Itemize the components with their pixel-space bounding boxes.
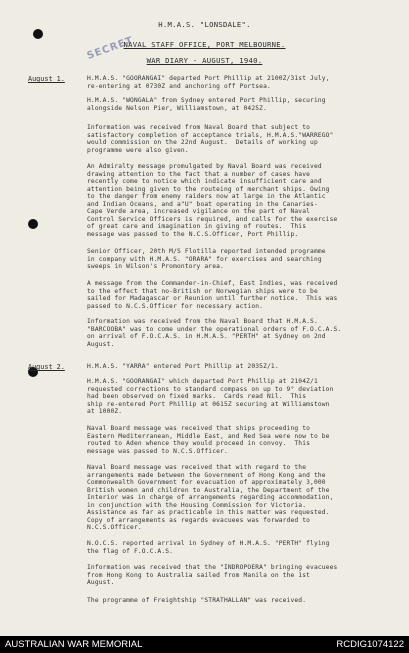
- footer-id: RCDIG1074122: [336, 639, 404, 650]
- entry-date: August 1.: [28, 75, 65, 83]
- office-heading: NAVAL STAFF OFFICE, PORT MELBOURNE.: [123, 40, 286, 49]
- diary-paragraph: Naval Board message was received that ships proceeding to Eastern Mediterranean, Middle East, and Red Sea were now to be routed to Aden whence they would proceed in convoy. This message was passed to N.C.S.Officer.: [87, 425, 330, 455]
- diary-paragraph: Information was received from the Naval Board that H.M.A.S. "BARCOOBA" was to come under the operational orders of F.O.C.A.S. on arrival of F.O.C.A.S. in H.M.A.S. "PERTH" at Sydney on 2nd August.: [87, 318, 342, 348]
- diary-paragraph: H.M.A.S. "GOORANGAI" departed Port Phillip at 2100Z/31st July, re-entering at 0730Z and anchoring off Portsea.: [87, 75, 330, 90]
- ship-heading: H.M.A.S. "LONSDALE".: [158, 20, 251, 29]
- diary-paragraph: H.M.A.S. "YARRA" entered Port Phillip at 2035Z/1.: [87, 363, 279, 370]
- diary-paragraph: A message from the Commander-in-Chief, East Indies, was received to the effect that no-British or Norwegian ships were to be sailed for Madagascar or Reunion until further notice. This was passed to N.C.S.Officer for necessary action.: [87, 280, 338, 310]
- footer-source: AUSTRALIAN WAR MEMORIAL: [5, 639, 143, 650]
- diary-paragraph: H.M.A.S. "GOORANGAI" which departed Port Phillip at 2104Z/1 requested corrections to standard compass on up to 9° deviation had been observed on fixed marks. Cards read Nil. This ship re-entered Port Phillip at 0615Z securing at Williamstown at 1000Z.: [87, 378, 334, 416]
- secret-stamp: SECRET: [85, 34, 136, 63]
- diary-paragraph: Senior Officer, 20th M/S Flotilla reported intended programme in company with H.M.A.S. "ORARA" for exercises and searching sweeps in Wilson's Promontory area.: [87, 248, 326, 271]
- punch-hole: [33, 29, 43, 39]
- diary-paragraph: An Admiralty message promulgated by Naval Board was received drawing attention to the fact that a number of cases have recently come to notice which indicate insufficient care and attention being given to the routeing of merchant ships. Owing to the danger from enemy raiders now at large in the Atlantic and Indian Oceans, and a"U" boat operating in the Canaries- Cape Verde area, increased vigilance on the part of Naval Control Service Officers is required, and calls for the exercise of great care and imagination in giving of routes. This message was passed to the N.C.S.Officer, Port Phillip.: [87, 163, 338, 238]
- diary-paragraph: H.M.A.S. "WONGALA" from Sydney entered Port Phillip, securing alongside Nelson Pier, Williamstown, at 0425Z.: [87, 97, 326, 112]
- footer-bar: [0, 636, 409, 653]
- diary-paragraph: N.O.C.S. reported arrival in Sydney of H.M.A.S. "PERTH" flying the flag of F.O.C.A.S.: [87, 540, 330, 555]
- diary-paragraph: Information was received from Naval Board that subject to satisfactory completion of acceptance trials, H.M.A.S."WARREGO" would commission on the 22nd August. Details of working up programme were also given.: [87, 124, 334, 154]
- diary-paragraph: The programme of Freightship "STRATHALLAN" was received.: [87, 597, 307, 604]
- diary-paragraph: Naval Board message was received that with regard to the arrangements made between the Government of Hong Kong and the Commonwealth Government for evacuation of approximately 3,000 British women and children to Australia, the Department of the Interior was in charge of arrangements regarding accommodation, in conjunction with the Housing Commission for Victoria. Assistance as far as practicable in this matter was requested. Copy of arrangements as regards evacuees was forwarded to N.C.S.Officer.: [87, 464, 334, 532]
- punch-hole: [28, 219, 38, 229]
- entry-date: August 2.: [28, 363, 65, 371]
- page-title: WAR DIARY - AUGUST, 1940.: [146, 56, 263, 65]
- diary-paragraph: Information was received that the "INDROPOERA" bringing evacuees from Hong Kong to Australia sailed from Manila on the 1st August.: [87, 564, 338, 587]
